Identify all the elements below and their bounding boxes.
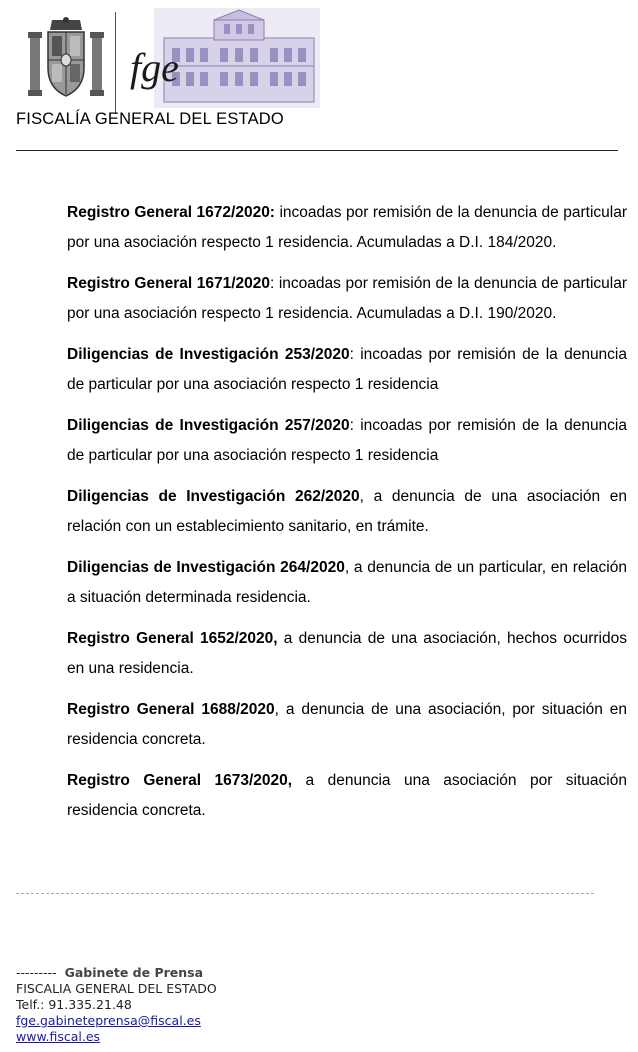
- proceeding-reference: Registro General 1688/2020: [67, 701, 275, 718]
- footer-gabinete: Gabinete de Prensa: [64, 965, 204, 980]
- proceeding-reference: Registro General 1652/2020,: [67, 630, 278, 647]
- proceeding-reference: Diligencias de Investigación 253/2020: [67, 346, 350, 363]
- footer-web-link[interactable]: www.fiscal.es: [16, 1029, 101, 1044]
- proceeding-description: incoadas por remisión de la denuncia de particular por una asociación respecto 1 residencia. Acumuladas a D.I. 184/2020.: [67, 204, 628, 251]
- list-item: [67, 695, 627, 755]
- list-item: [67, 624, 627, 684]
- proceeding-description: a denuncia una asociación por situación residencia concreta.: [67, 772, 627, 819]
- letterhead: [18, 6, 324, 108]
- proceeding-reference: Diligencias de Investigación 262/2020: [67, 488, 360, 505]
- coat-of-arms-logo: [26, 16, 106, 102]
- proceeding-description: : incoadas por remisión de la denuncia de particular por una asociación respecto 1 residencia. Acumuladas a D.I. 190/2020.: [67, 275, 627, 322]
- proceedings-list: [67, 198, 627, 837]
- proceeding-description: a denuncia de una asociación, hechos ocurridos en una residencia.: [67, 630, 627, 677]
- footer-gabinete-line: [16, 965, 217, 981]
- organization-title: FISCALÍA GENERAL DEL ESTADO: [16, 110, 284, 128]
- proceeding-description: , a denuncia de una asociación, por situación en residencia concreta.: [67, 701, 627, 748]
- proceeding-reference: Diligencias de Investigación 264/2020: [67, 559, 345, 576]
- list-item: [67, 482, 627, 542]
- header-rule: [16, 150, 618, 151]
- footer-dashes: ---------: [16, 965, 57, 980]
- proceeding-reference: Registro General 1672/2020:: [67, 204, 275, 221]
- list-item: [67, 269, 627, 329]
- proceeding-description: , a denuncia de una asociación en relación con un establecimiento sanitario, en trámite.: [67, 488, 627, 535]
- footer-email-link[interactable]: fge.gabineteprensa@fiscal.es: [16, 1013, 201, 1028]
- fge-logo-text: fge: [130, 45, 179, 90]
- list-item: [67, 340, 627, 400]
- footer-org: FISCALIA GENERAL DEL ESTADO: [16, 981, 217, 996]
- proceeding-description: , a denuncia de un particular, en relación a situación determinada residencia.: [67, 559, 627, 606]
- building-illustration: [154, 8, 320, 108]
- footer-phone: Telf.: 91.335.21.48: [16, 997, 132, 1012]
- content-end-rule: [16, 893, 594, 894]
- proceeding-description: : incoadas por remisión de la denuncia de particular por una asociación respecto 1 residencia: [67, 417, 627, 464]
- proceeding-reference: Registro General 1671/2020: [67, 275, 270, 292]
- list-item: [67, 766, 627, 826]
- proceeding-description: : incoadas por remisión de la denuncia de particular por una asociación respecto 1 residencia: [67, 346, 627, 393]
- list-item: [67, 198, 627, 258]
- header-divider: [115, 12, 116, 114]
- proceeding-reference: Diligencias de Investigación 257/2020: [67, 417, 350, 434]
- proceeding-reference: Registro General 1673/2020,: [67, 772, 293, 789]
- list-item: [67, 411, 627, 471]
- list-item: [67, 553, 627, 613]
- press-office-footer: [16, 965, 217, 1045]
